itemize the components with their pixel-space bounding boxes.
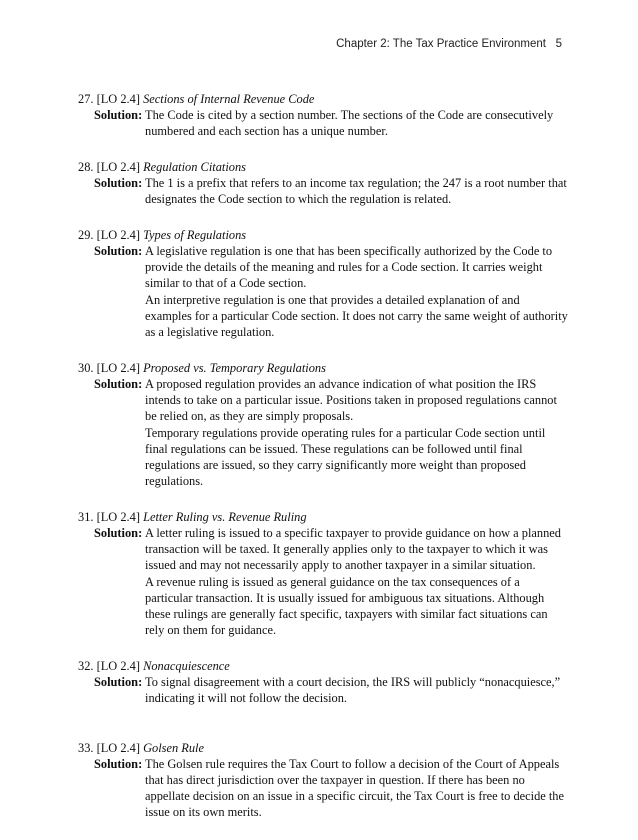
learning-objective: [LO 2.4] [96, 741, 140, 755]
header-chapter-title: Chapter 2: The Tax Practice Environment [336, 38, 546, 50]
question-number: 31. [78, 510, 94, 524]
question-heading [78, 91, 568, 107]
question-title: Golsen Rule [143, 741, 204, 755]
solution [94, 756, 568, 820]
solution-paragraph: A letter ruling is issued to a specific taxpayer to provide guidance on how a planned transaction will be taxed. It generally applies only to the taxpayer to which it was issued and may not necessarily apply to another taxpayer in a similar situation. [145, 526, 561, 572]
question-33 [78, 740, 568, 820]
solution [94, 175, 568, 207]
solution-body [145, 674, 568, 706]
learning-objective: [LO 2.4] [96, 361, 140, 375]
learning-objective: [LO 2.4] [96, 510, 140, 524]
question-number: 33. [78, 741, 94, 755]
solution-label: Solution: [94, 526, 143, 540]
solution [94, 376, 568, 489]
solution-paragraph: A proposed regulation provides an advance indication of what position the IRS intends to take on a particular issue. Positions taken in proposed regulations cannot be relied on, as they are simply proposals. [145, 377, 557, 423]
question-number: 28. [78, 160, 94, 174]
question-title: Regulation Citations [143, 160, 246, 174]
solution-paragraph: The Golsen rule requires the Tax Court to follow a decision of the Court of Appeals that has direct jurisdiction over the taxpayer in question. If there has been no appellate decision on an issue in a specific circuit, the Tax Court is free to decide the issue on its own merits. [145, 757, 565, 819]
question-heading [78, 740, 568, 756]
solution [94, 674, 568, 706]
question-31 [78, 509, 568, 638]
solution-body [145, 756, 568, 820]
learning-objective: [LO 2.4] [96, 92, 140, 106]
question-number: 29. [78, 228, 94, 242]
solution-body [145, 175, 568, 207]
solution-label: Solution: [94, 675, 143, 689]
question-title: Types of Regulations [143, 228, 247, 242]
question-heading [78, 509, 568, 525]
question-30 [78, 360, 568, 489]
solution-paragraph: To signal disagreement with a court decision, the IRS will publicly “nonacquiesce,” indicating it will not follow the decision. [145, 675, 561, 705]
solution-paragraph: Temporary regulations provide operating rules for a particular Code section until final regulations can be issued. These regulations can be followed until final regulations are issued, so they carry significantly more weight than proposed regulations. [145, 426, 546, 488]
header-page-number: 5 [555, 38, 562, 50]
question-title: Nonacquiescence [143, 659, 230, 673]
question-number: 30. [78, 361, 94, 375]
solution-body [145, 243, 568, 340]
solution-body [145, 525, 568, 638]
solution-label: Solution: [94, 757, 143, 771]
solution-body [145, 376, 568, 489]
solution-paragraph: A legislative regulation is one that has been specifically authorized by the Code to provide the details of the meaning and rules for a Code section. It carries weight similar to that of a Code section. [145, 244, 553, 290]
solution-paragraph: The Code is cited by a section number. The sections of the Code are consecutively numbered and each section has a unique number. [145, 108, 554, 138]
question-title: Letter Ruling vs. Revenue Ruling [143, 510, 307, 524]
question-heading [78, 360, 568, 376]
running-header [336, 38, 562, 50]
question-32 [78, 658, 568, 706]
solution [94, 525, 568, 638]
learning-objective: [LO 2.4] [96, 659, 140, 673]
solution-label: Solution: [94, 244, 143, 258]
question-heading [78, 159, 568, 175]
question-title: Sections of Internal Revenue Code [143, 92, 315, 106]
question-number: 32. [78, 659, 94, 673]
learning-objective: [LO 2.4] [96, 228, 140, 242]
solution [94, 107, 568, 139]
learning-objective: [LO 2.4] [96, 160, 140, 174]
solution-label: Solution: [94, 377, 143, 391]
solution-paragraph: The 1 is a prefix that refers to an income tax regulation; the 247 is a root number that designates the Code section to which the regulation is related. [145, 176, 567, 206]
solution-paragraph: An interpretive regulation is one that provides a detailed explanation of and examples for a particular Code section. It does not carry the same weight of authority as a legislative regulation. [145, 293, 568, 339]
question-29 [78, 227, 568, 340]
solution-label: Solution: [94, 108, 143, 122]
question-28 [78, 159, 568, 207]
solution [94, 243, 568, 340]
solution-paragraph: A revenue ruling is issued as general guidance on the tax consequences of a particular transaction. It is usually issued for ambiguous tax situations. Although these rulings are generally fact specific, taxpayers with similar fact situations can rely on them for guidance. [145, 575, 548, 637]
question-list [78, 91, 568, 840]
question-heading [78, 227, 568, 243]
question-heading [78, 658, 568, 674]
solution-body [145, 107, 568, 139]
question-title: Proposed vs. Temporary Regulations [143, 361, 326, 375]
question-27 [78, 91, 568, 139]
solution-label: Solution: [94, 176, 143, 190]
question-number: 27. [78, 92, 94, 106]
